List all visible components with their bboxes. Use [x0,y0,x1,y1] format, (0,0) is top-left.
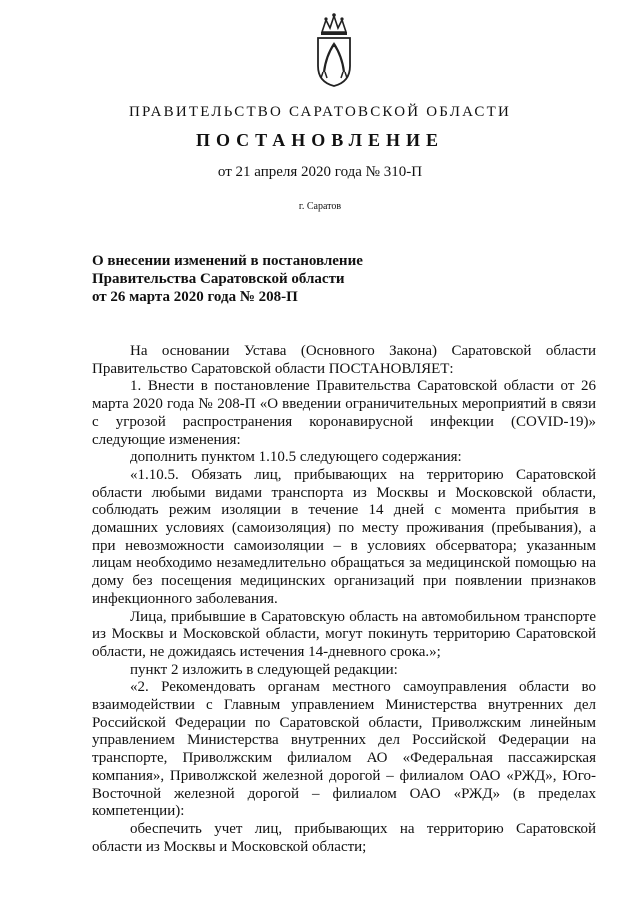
body-paragraph: На основании Устава (Основного Закона) Саратовской области Правительство Саратовской области ПОСТАНОВЛЯЕТ: [92,343,596,377]
body-paragraph: пункт 2 изложить в следующей редакции: [130,661,398,678]
body-paragraph: «2. Рекомендовать органам местного самоуправления области во взаимодействии с Главным управлением Министерства внутренних дел Российской Федерации по Саратовской области, Приволжским линейным управлением Министерства внутренних дел Российской Федерации на транспорте, Приволжским филиалом АО «Федеральная пассажирская компания», Приволжской железной дорогой – филиалом ОАО «РЖД», Юго-Восточной железной дорогой – филиалом ОАО «РЖД» (в пределах компетенции): [92,679,596,820]
body-paragraph: Лица, прибывшие в Саратовскую область на автомобильном транспорте из Москвы и Московской области, могут покинуть территорию Саратовской области, не дожидаясь истечения 14-дневного срока.»; [92,608,596,660]
coat-of-arms-emblem [296,12,372,88]
government-name: ПРАВИТЕЛЬСТВО САРАТОВСКОЙ ОБЛАСТИ [128,104,512,120]
document-body [92,343,596,856]
body-paragraph: обеспечить учет лиц, прибывающих на территорию Саратовской области из Москвы и Московской области; [92,820,596,855]
subject-line: Правительства Саратовской области [92,271,345,287]
document-city: г. Саратов [298,201,342,212]
body-paragraph: дополнить пунктом 1.10.5 следующего содержания: [130,449,462,466]
document-type: ПОСТАНОВЛЕНИЕ [195,130,445,150]
body-paragraph: «1.10.5. Обязать лиц, прибывающих на территорию Саратовской области любыми видами транспорта из Москвы и Московской области, соблюдать режим изоляции в течение 14 дней с момента прибытия в домашних условиях (самоизоляция) по месту проживания (пребывания), а при невозможности самоизоляции – в условиях обсерватора; указанным лицам необходимо незамедлительно обращаться за медицинской помощью на дому без посещения медицинских организаций при появлении признаков инфекционного заболевания. [92,466,596,607]
subject-line: О внесении изменений в постановление [92,253,363,269]
document-date-number: от 21 апреля 2020 года № 310-П [217,164,423,180]
body-paragraph: 1. Внести в постановление Правительства Саратовской области от 26 марта 2020 года № 208-П «О введении ограничительных мероприятий в связи с угрозой распространения коронавирусной инфекции (COVID-19)» следующие изменения: [92,378,596,448]
document-subject [92,252,363,306]
subject-line: от 26 марта 2020 года № 208-П [92,289,298,305]
